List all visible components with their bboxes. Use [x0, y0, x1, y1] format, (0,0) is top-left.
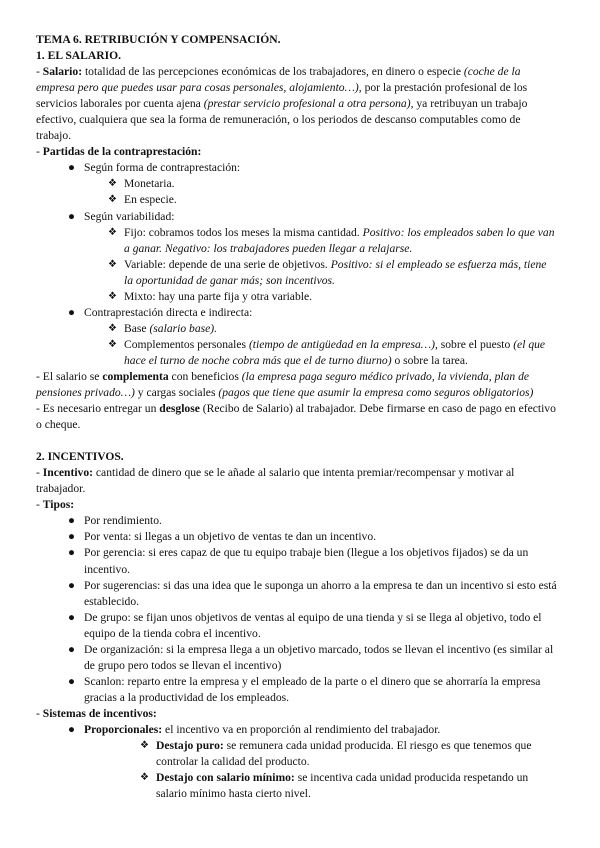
list-item: ● Según forma de contraprestación: [84, 160, 558, 176]
list-item: ❖ Destajo puro: se remunera cada unidad producida. El riesgo es que tenemos que controlar la calidad del producto. [140, 739, 532, 769]
diamond-bullet-icon: ❖ [108, 338, 117, 350]
document-page [36, 32, 558, 802]
incentivo-definition: - Incentivo: cantidad de dinero que se le añade al salario que intenta premiar/recompensar y motivar al trabajador. [36, 466, 515, 496]
salario-definition: - Salario: totalidad de las percepciones económicas de los trabajadores, en dinero o especie (coche de la empresa pero que puedes usar para cosas personales, alojamiento…), por la prestación profesional de los servicios laborales por cuenta ajena (prestar servicio profesional a otra persona), ya retribuyan un trabajo efectivo, cualquiera que sea la forma de remuneración, o los periodos de descanso computables como de trabajo. [36, 65, 528, 143]
list-item: ● Scanlon: reparto entre la empresa y el empleado de la parte o el dinero que se ahorraría la empresa gracias a la productividad de los empleados. [68, 674, 541, 704]
list-item: ❖ Monetaria. [124, 176, 558, 192]
bullet-icon: ● [68, 209, 76, 223]
list-item: ● De grupo: se fijan unos objetivos de ventas al equipo de una tienda y si se llega al objetivo, todo el equipo de la tienda cobra el incentivo. [68, 610, 542, 640]
list-item: ● Según variabilidad: [84, 209, 558, 225]
list-item: ● Por rendimiento. [84, 513, 558, 529]
list-item: ● Proporcionales: el incentivo va en proporción al rendimiento del trabajador. [84, 722, 558, 738]
list-item: ● Por sugerencias: si das una idea que le suponga un ahorro a la empresa te dan un incentivo si esto está establecido. [68, 578, 557, 608]
tipos-heading: - Tipos: [36, 498, 75, 512]
bullet-icon: ● [68, 305, 76, 319]
sistemas-heading: - Sistemas de incentivos: [36, 706, 157, 720]
list-item: ❖ Fijo: cobramos todos los meses la misma cantidad. Positivo: los empleados saben lo que van a ganar. Negativo: los trabajadores pueden llegar a relajarse. [108, 225, 555, 255]
list-item: ❖ Destajo con salario mínimo: se incentiva cada unidad producida respetando un salario mínimo hasta cierto nivel. [140, 771, 529, 801]
diamond-bullet-icon: ❖ [108, 194, 117, 206]
list-item: ❖ En especie. [124, 192, 558, 208]
partidas-heading: - Partidas de la contraprestación: [36, 145, 202, 159]
bullet-icon: ● [68, 546, 76, 560]
bullet-icon: ● [68, 161, 76, 175]
section-1-heading: 1. EL SALARIO. [36, 49, 122, 63]
list-item: ❖ Mixto: hay una parte fija y otra variable. [124, 289, 558, 305]
list-item: ❖ Base (salario base). [124, 321, 558, 337]
diamond-bullet-icon: ❖ [108, 226, 117, 238]
bullet-icon: ● [68, 642, 76, 656]
salario-term: Salario: [42, 65, 83, 79]
diamond-bullet-icon: ❖ [108, 178, 117, 190]
diamond-bullet-icon: ❖ [108, 322, 117, 334]
list-item: ● Por venta: si llegas a un objetivo de ventas te dan un incentivo. [84, 529, 558, 545]
bullet-icon: ● [68, 722, 76, 736]
spacer [36, 433, 558, 449]
bullet-icon: ● [68, 578, 76, 592]
bullet-icon: ● [68, 610, 76, 624]
list-item: ● Por gerencia: si eres capaz de que tu equipo trabaje bien (llegue a los objetivos fijados) se da un incentivo. [68, 546, 529, 576]
complementa-paragraph: - El salario se complementa con beneficios (la empresa paga seguro médico privado, la vivienda, plan de pensiones privado…) y cargas sociales (pagos que tiene que asumir la empresa como seguros obligatorios) [36, 369, 534, 400]
diamond-bullet-icon: ❖ [140, 772, 149, 784]
diamond-bullet-icon: ❖ [108, 290, 117, 302]
diamond-bullet-icon: ❖ [140, 740, 149, 752]
list-item: ● Contraprestación directa e indirecta: [84, 305, 558, 321]
list-item: ❖ Complementos personales (tiempo de antigüedad en la empresa…), sobre el puesto (el que hace el turno de noche cobra más que el de turno diurno) o sobre la tarea. [108, 337, 546, 367]
bullet-icon: ● [68, 514, 76, 528]
section-2-heading: 2. INCENTIVOS. [36, 450, 124, 464]
bullet-icon: ● [68, 674, 76, 688]
document-title: TEMA 6. RETRIBUCIÓN Y COMPENSACIÓN. [36, 33, 281, 46]
list-item: ❖ Variable: depende de una serie de objetivos. Positivo: si el empleado se esfuerza más, tiene la oportunidad de ganar más; son incentivos. [108, 257, 547, 287]
bullet-icon: ● [68, 530, 76, 544]
list-item: ● De organización: si la empresa llega a un objetivo marcado, todos se llevan el incentivo (es similar al de grupo pero todos se llevan el incentivo) [68, 642, 554, 672]
desglose-paragraph: - Es necesario entregar un desglose (Recibo de Salario) al trabajador. Debe firmarse en caso de pago en efectivo o cheque. [36, 402, 556, 432]
diamond-bullet-icon: ❖ [108, 258, 117, 270]
